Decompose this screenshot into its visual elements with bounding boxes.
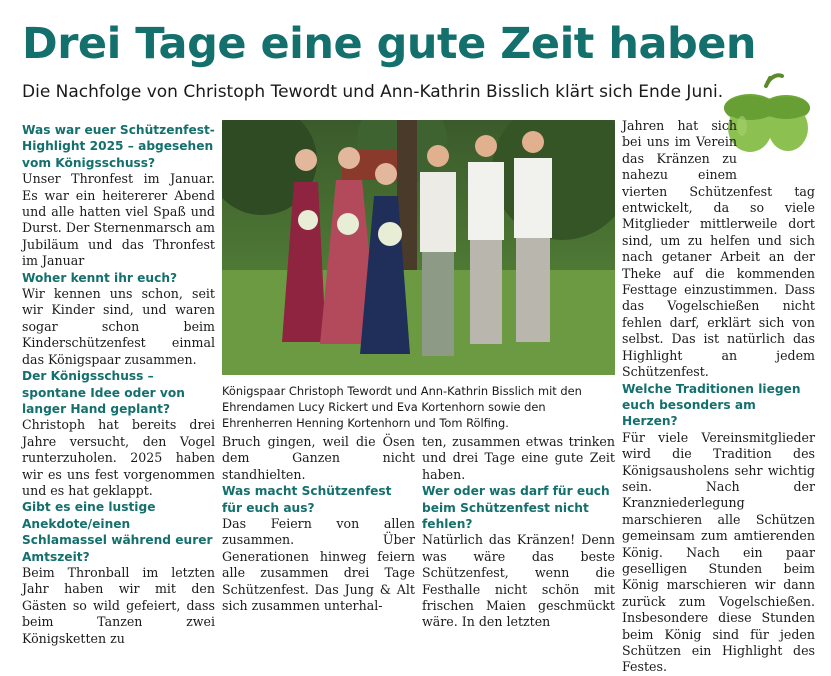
- text-column-3: [422, 434, 615, 631]
- headline: Drei Tage eine gute Zeit haben: [22, 19, 757, 69]
- subheadline: Die Nachfolge von Christoph Tewordt und Ann-Kathrin Bisslich klärt sich Ende Juni.: [22, 82, 724, 102]
- answer: Unser Thronfest im Januar. Es war ein heitererer Abend und alle hatten viel Spaß und Durst. Der Sternenmarsch am Jubiläum und das Thronfest im Januar: [22, 171, 215, 269]
- question: Woher kennt ihr euch?: [22, 270, 178, 285]
- question: Welche Traditionen liegen euch besonders am Herzen?: [622, 381, 801, 429]
- answer: Jahren hat sich bei uns im Verein das Kränzen zu nahezu einem vierten Schützenfest tag entwickelt, da so viele Mitglieder mittlerweile dort sind, um zu helfen und sich nach getaner Arbeit an der Theke auf die kommenden Festtage einzustimmen. Dass das Vogelschießen nicht fehlen darf, erklärt sich von selbst. Das ist natürlich das Highlight an jedem Schützenfest.: [622, 118, 815, 380]
- answer: Christoph hat bereits drei Jahre versucht, den Vogel runterzuholen. 2025 haben wir es uns fest vorgenommen und es hat geklappt.: [22, 417, 215, 498]
- text-column-1: [22, 122, 215, 647]
- question: Was war euer Schützenfest-Highlight 2025 – abgesehen vom Königsschuss?: [22, 123, 215, 170]
- question: Wer oder was darf für euch beim Schützenfest nicht fehlen?: [422, 484, 610, 532]
- group-photo: [222, 120, 615, 375]
- answer: ten, zusammen etwas trinken und drei Tage eine gute Zeit haben.: [422, 434, 615, 482]
- text-column-2: [222, 434, 415, 614]
- question: Was macht Schützenfest für euch aus?: [222, 484, 392, 515]
- question: Gibt es eine lustige Anekdote/einen Schlamassel während eurer Amtszeit?: [22, 500, 213, 564]
- answer: Bruch gingen, weil die Ösen dem Ganzen nicht standhielten.: [222, 434, 415, 482]
- answer: Wir kennen uns schon, seit wir Kinder sind, und waren sogar schon beim Kinderschützenfest einmal das Königspaar zusammen.: [22, 286, 215, 367]
- answer: Natürlich das Kränzen! Denn was wäre das beste Schützenfest, wenn die Festhalle nicht schön mit frischen Maien geschmückt wäre. In den letzten: [422, 532, 615, 630]
- answer: Beim Thronball im letzten Jahr haben wir mit den Gästen so wild gefeiert, dass beim Tanzen zwei Königsketten zu: [22, 564, 215, 646]
- question: Der Königsschuss – spontane Idee oder von langer Hand geplant?: [22, 369, 185, 416]
- text-column-4: [622, 118, 815, 676]
- answer: Für viele Vereinsmitglieder wird die Tradition des Königsausholens sehr wichtig sein. Nach der Kranzniederlegung marschieren alle Schützen gemeinsam zum amtierenden König. Nach ein paar geselligen Stunden beim König marschieren wir dann zurück zum Vogelschießen. Insbesondere diese Stunden beim König sind für jeden Schützen ein Highlight des Festes.: [622, 429, 815, 675]
- answer: Das Feiern von allen zusammen. Über Generationen hinweg feiern alle zusammen drei Tage Schützenfest. Das Jung & Alt sich zusammen unterhal-: [222, 516, 415, 614]
- photo-caption: Königspaar Christoph Tewordt und Ann-Kathrin Bisslich mit den Ehrendamen Lucy Rickert und Eva Kortenhorn sowie den Ehrenherren Henning Kortenhorn und Tom Rölfing.: [222, 384, 582, 430]
